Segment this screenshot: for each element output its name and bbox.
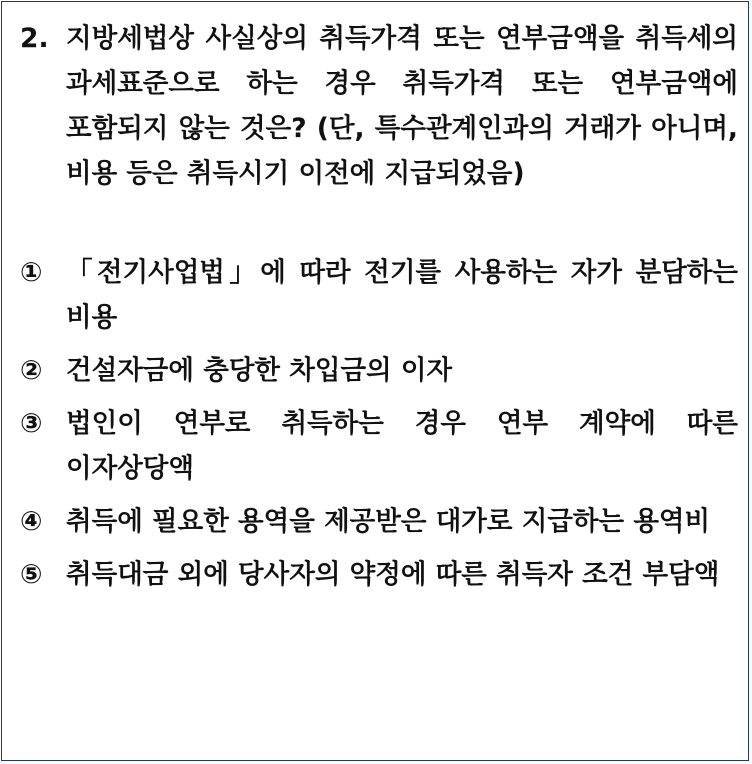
option-text: 법인이 연부로 취득하는 경우 연부 계약에 따른 이자상당액 [66,408,738,484]
option-text: 「전기사업법」에 따라 전기를 사용하는 자가 분담하는 비용 [66,257,738,333]
answer-options [20,250,738,605]
option-2[interactable] [20,348,738,393]
question-number: 2. [20,23,49,54]
question-text: 지방세법상 사실상의 취득가격 또는 연부금액을 취득세의 과세표준으로 하는 경우 취득가격 또는 연부금액에 포함되지 않는 것은? (단, 특수관계인과의 거래가 아니며, 비용 등은 취득시기 이전에 지급되었음) [66,23,738,189]
option-marker: ⑤ [20,559,43,590]
option-5[interactable] [20,552,738,597]
option-1[interactable] [20,250,738,340]
option-text: 건설자금에 충당한 차입금의 이자 [66,355,453,386]
option-marker: ③ [20,408,43,439]
question-row [20,16,738,196]
question [20,16,738,196]
option-marker: ④ [20,506,43,537]
option-4[interactable] [20,499,738,544]
option-3[interactable] [20,401,738,491]
option-text: 취득대금 외에 당사자의 약정에 따른 취득자 조건 부담액 [66,559,720,590]
option-text: 취득에 필요한 용역을 제공받은 대가로 지급하는 용역비 [66,506,711,537]
option-marker: ② [20,355,43,386]
question-box [1,1,749,761]
option-marker: ① [20,257,43,288]
